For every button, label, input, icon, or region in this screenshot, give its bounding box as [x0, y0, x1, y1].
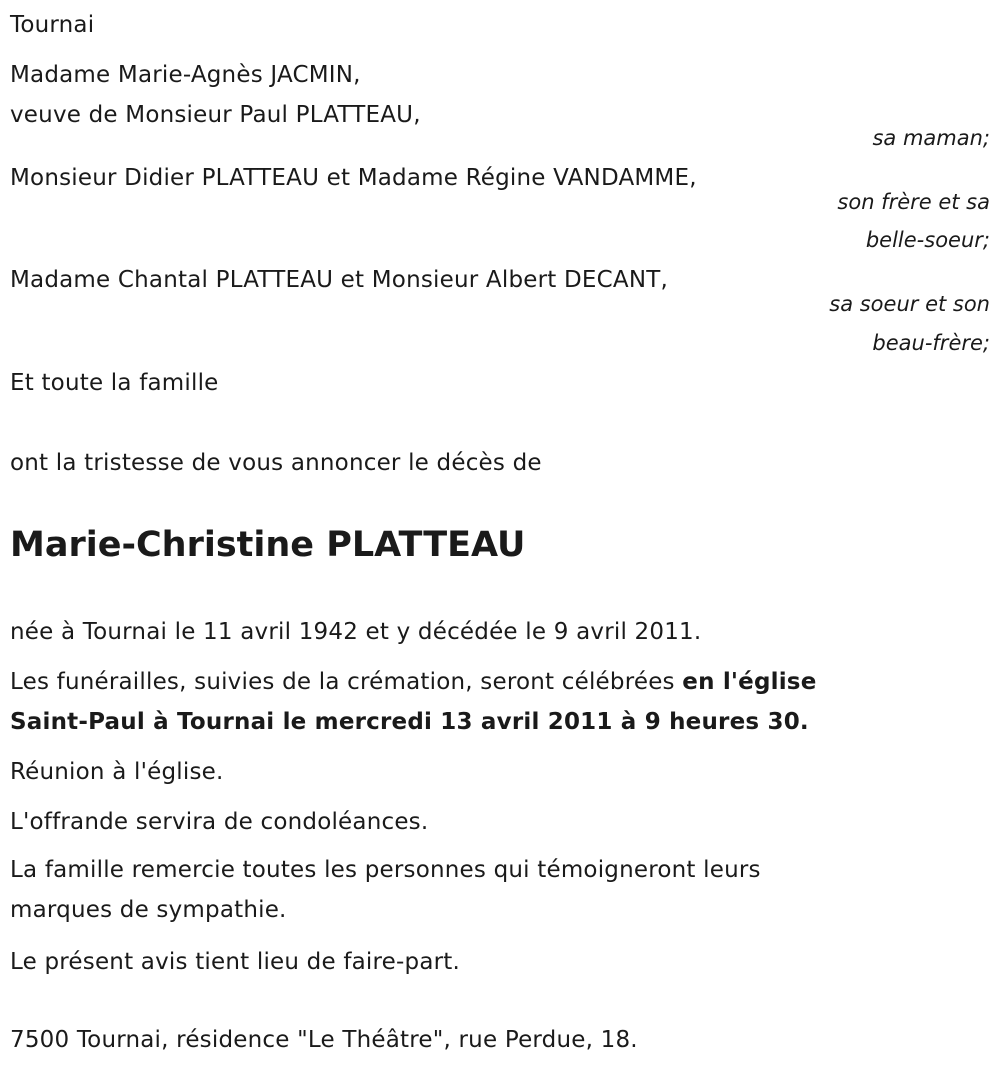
funeral-date: Saint-Paul à Tournai le mercredi 13 avril 2011 à 9 heures 30.	[10, 709, 809, 735]
family-line: Et toute la famille	[10, 370, 219, 396]
funeral-line	[10, 668, 817, 696]
offering-line: L'offrande servira de condoléances.	[10, 809, 429, 835]
city-heading: Tournai	[10, 12, 95, 38]
thanks-line: La famille remercie toutes les personnes qui témoigneront leurs	[10, 857, 761, 883]
family-line: Monsieur Didier PLATTEAU et Madame Régine VANDAMME,	[10, 165, 697, 191]
notice-line: Le présent avis tient lieu de faire-part.	[10, 949, 461, 975]
family-line: veuve de Monsieur Paul PLATTEAU,	[10, 102, 421, 128]
relation-label: sa soeur et son	[829, 292, 990, 316]
birth-death-line: née à Tournai le 11 avril 1942 et y décédée le 9 avril 2011.	[10, 619, 702, 645]
relation-label: belle-soeur;	[865, 228, 990, 252]
funeral-place: en l'église	[682, 669, 817, 695]
address-line: 7500 Tournai, résidence "Le Théâtre", rue Perdue, 18.	[10, 1027, 638, 1053]
thanks-line: marques de sympathie.	[10, 897, 287, 923]
announcement: ont la tristesse de vous annoncer le décès de	[10, 450, 542, 476]
relation-label: son frère et sa	[837, 190, 990, 214]
family-line: Madame Chantal PLATTEAU et Monsieur Albert DECANT,	[10, 267, 668, 293]
funeral-text: Les funérailles, suivies de la crémation, seront célébrées	[10, 669, 683, 695]
meeting-line: Réunion à l'église.	[10, 759, 224, 785]
relation-label: sa maman;	[872, 126, 990, 150]
deceased-name: Marie-Christine PLATTEAU	[10, 525, 526, 565]
relation-label: beau-frère;	[872, 331, 990, 355]
family-line: Madame Marie-Agnès JACMIN,	[10, 62, 361, 88]
